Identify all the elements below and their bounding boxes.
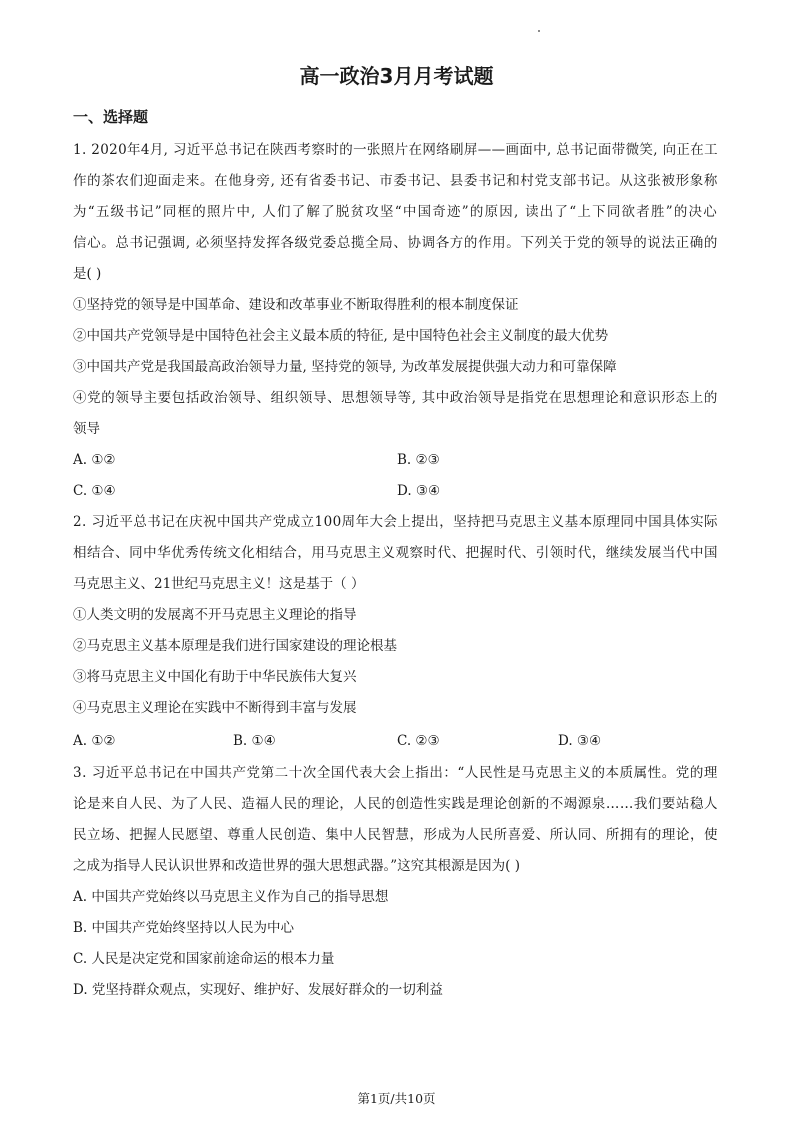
question-1-stem-line: 为“五级书记”同框的照片中, 人们了解了脱贫攻坚“中国奇迹”的原因, 读出了“上下同欲者胜”的决心 — [73, 204, 718, 220]
question-2-stem-line: 2. 习近平总书记在庆祝中国共产党成立100周年大会上提出，坚持把马克思主义基本原理同中国具体实际 — [73, 514, 718, 530]
statement-item: 领导 — [73, 421, 100, 437]
question-1-stem-line: 是( ) — [73, 266, 102, 282]
answer-option-a[interactable]: A. ①② — [73, 733, 116, 749]
statement-item: ③将马克思主义中国化有助于中华民族伟大复兴 — [73, 669, 357, 685]
statement-item: ④党的领导主要包括政治领导、组织领导、思想领导等, 其中政治领导是指党在思想理论和意识形态上的 — [73, 390, 718, 406]
answer-option-a[interactable]: A. ①② — [73, 452, 116, 468]
question-3-stem-line: 民立场、把握人民愿望、尊重人民创造、集中人民智慧，形成为人民所喜爱、所认同、所拥有的理论，使 — [73, 827, 718, 843]
statement-item: ①坚持党的领导是中国革命、建设和改革事业不断取得胜利的根本制度保证 — [73, 297, 519, 313]
answer-option-c[interactable]: C. ②③ — [397, 733, 440, 749]
question-2-stem-line: 马克思主义、21世纪马克思主义！这是基于（ ） — [73, 576, 365, 592]
statement-item: ④马克思主义理论在实践中不断得到丰富与发展 — [73, 700, 357, 716]
answer-option-d[interactable]: D. 党坚持群众观点，实现好、维护好、发展好群众的一切利益 — [73, 982, 443, 998]
answer-option-b[interactable]: B. ①④ — [233, 733, 276, 749]
answer-option-a[interactable]: A. 中国共产党始终以马克思主义作为自己的指导思想 — [73, 889, 389, 905]
section-heading: 一、选择题 — [73, 108, 149, 126]
statement-item: ①人类文明的发展离不开马克思主义理论的指导 — [73, 607, 357, 623]
question-2-stem-line: 相结合、同中华优秀传统文化相结合，用马克思主义观察时代、把握时代、引领时代，继续发展当代中国 — [73, 545, 718, 561]
statement-item: ②马克思主义基本原理是我们进行国家建设的理论根基 — [73, 638, 397, 654]
answer-option-c[interactable]: C. ①④ — [73, 483, 116, 499]
answer-option-b[interactable]: B. 中国共产党始终坚持以人民为中心 — [73, 920, 295, 936]
answer-option-d[interactable]: D. ③④ — [397, 483, 441, 499]
statement-item: ②中国共产党领导是中国特色社会主义最本质的特征, 是中国特色社会主义制度的最大优势 — [73, 328, 609, 344]
question-1-stem-line: 信心。总书记强调, 必须坚持发挥各级党委总揽全局、协调各方的作用。下列关于党的领导的说法正确的 — [73, 235, 718, 251]
answer-option-d[interactable]: D. ③④ — [558, 733, 602, 749]
statement-item: ③中国共产党是我国最高政治领导力量, 坚持党的领导, 为改革发展提供强大动力和可靠保障 — [73, 359, 617, 375]
question-3-stem-line: 3. 习近平总书记在中国共产党第二十次全国代表大会上指出：“人民性是马克思主义的本质属性。党的理 — [73, 765, 718, 781]
answer-option-c[interactable]: C. 人民是决定党和国家前途命运的根本力量 — [73, 951, 335, 967]
question-3-stem-line: 论是来自人民、为了人民、造福人民的理论，人民的创造性实践是理论创新的不竭源泉……我们要站稳人 — [73, 796, 718, 812]
page-number-footer: 第1页/共10页 — [357, 1091, 436, 1106]
question-1-stem-line: 1. 2020年4月, 习近平总书记在陕西考察时的一张照片在网络刷屏——画面中, 总书记面带微笑, 向正在工 — [73, 142, 718, 158]
page-title: 高一政治3月月考试题 — [299, 64, 494, 88]
question-1-stem-line: 作的茶农们迎面走来。在他身旁, 还有省委书记、市委书记、县委书记和村党支部书记。从这张被形象称 — [73, 173, 718, 189]
answer-option-b[interactable]: B. ②③ — [397, 452, 440, 468]
scan-speck — [538, 30, 540, 32]
question-3-stem-line: 之成为指导人民认识世界和改造世界的强大思想武器。”这究其根源是因为( ) — [73, 858, 520, 874]
